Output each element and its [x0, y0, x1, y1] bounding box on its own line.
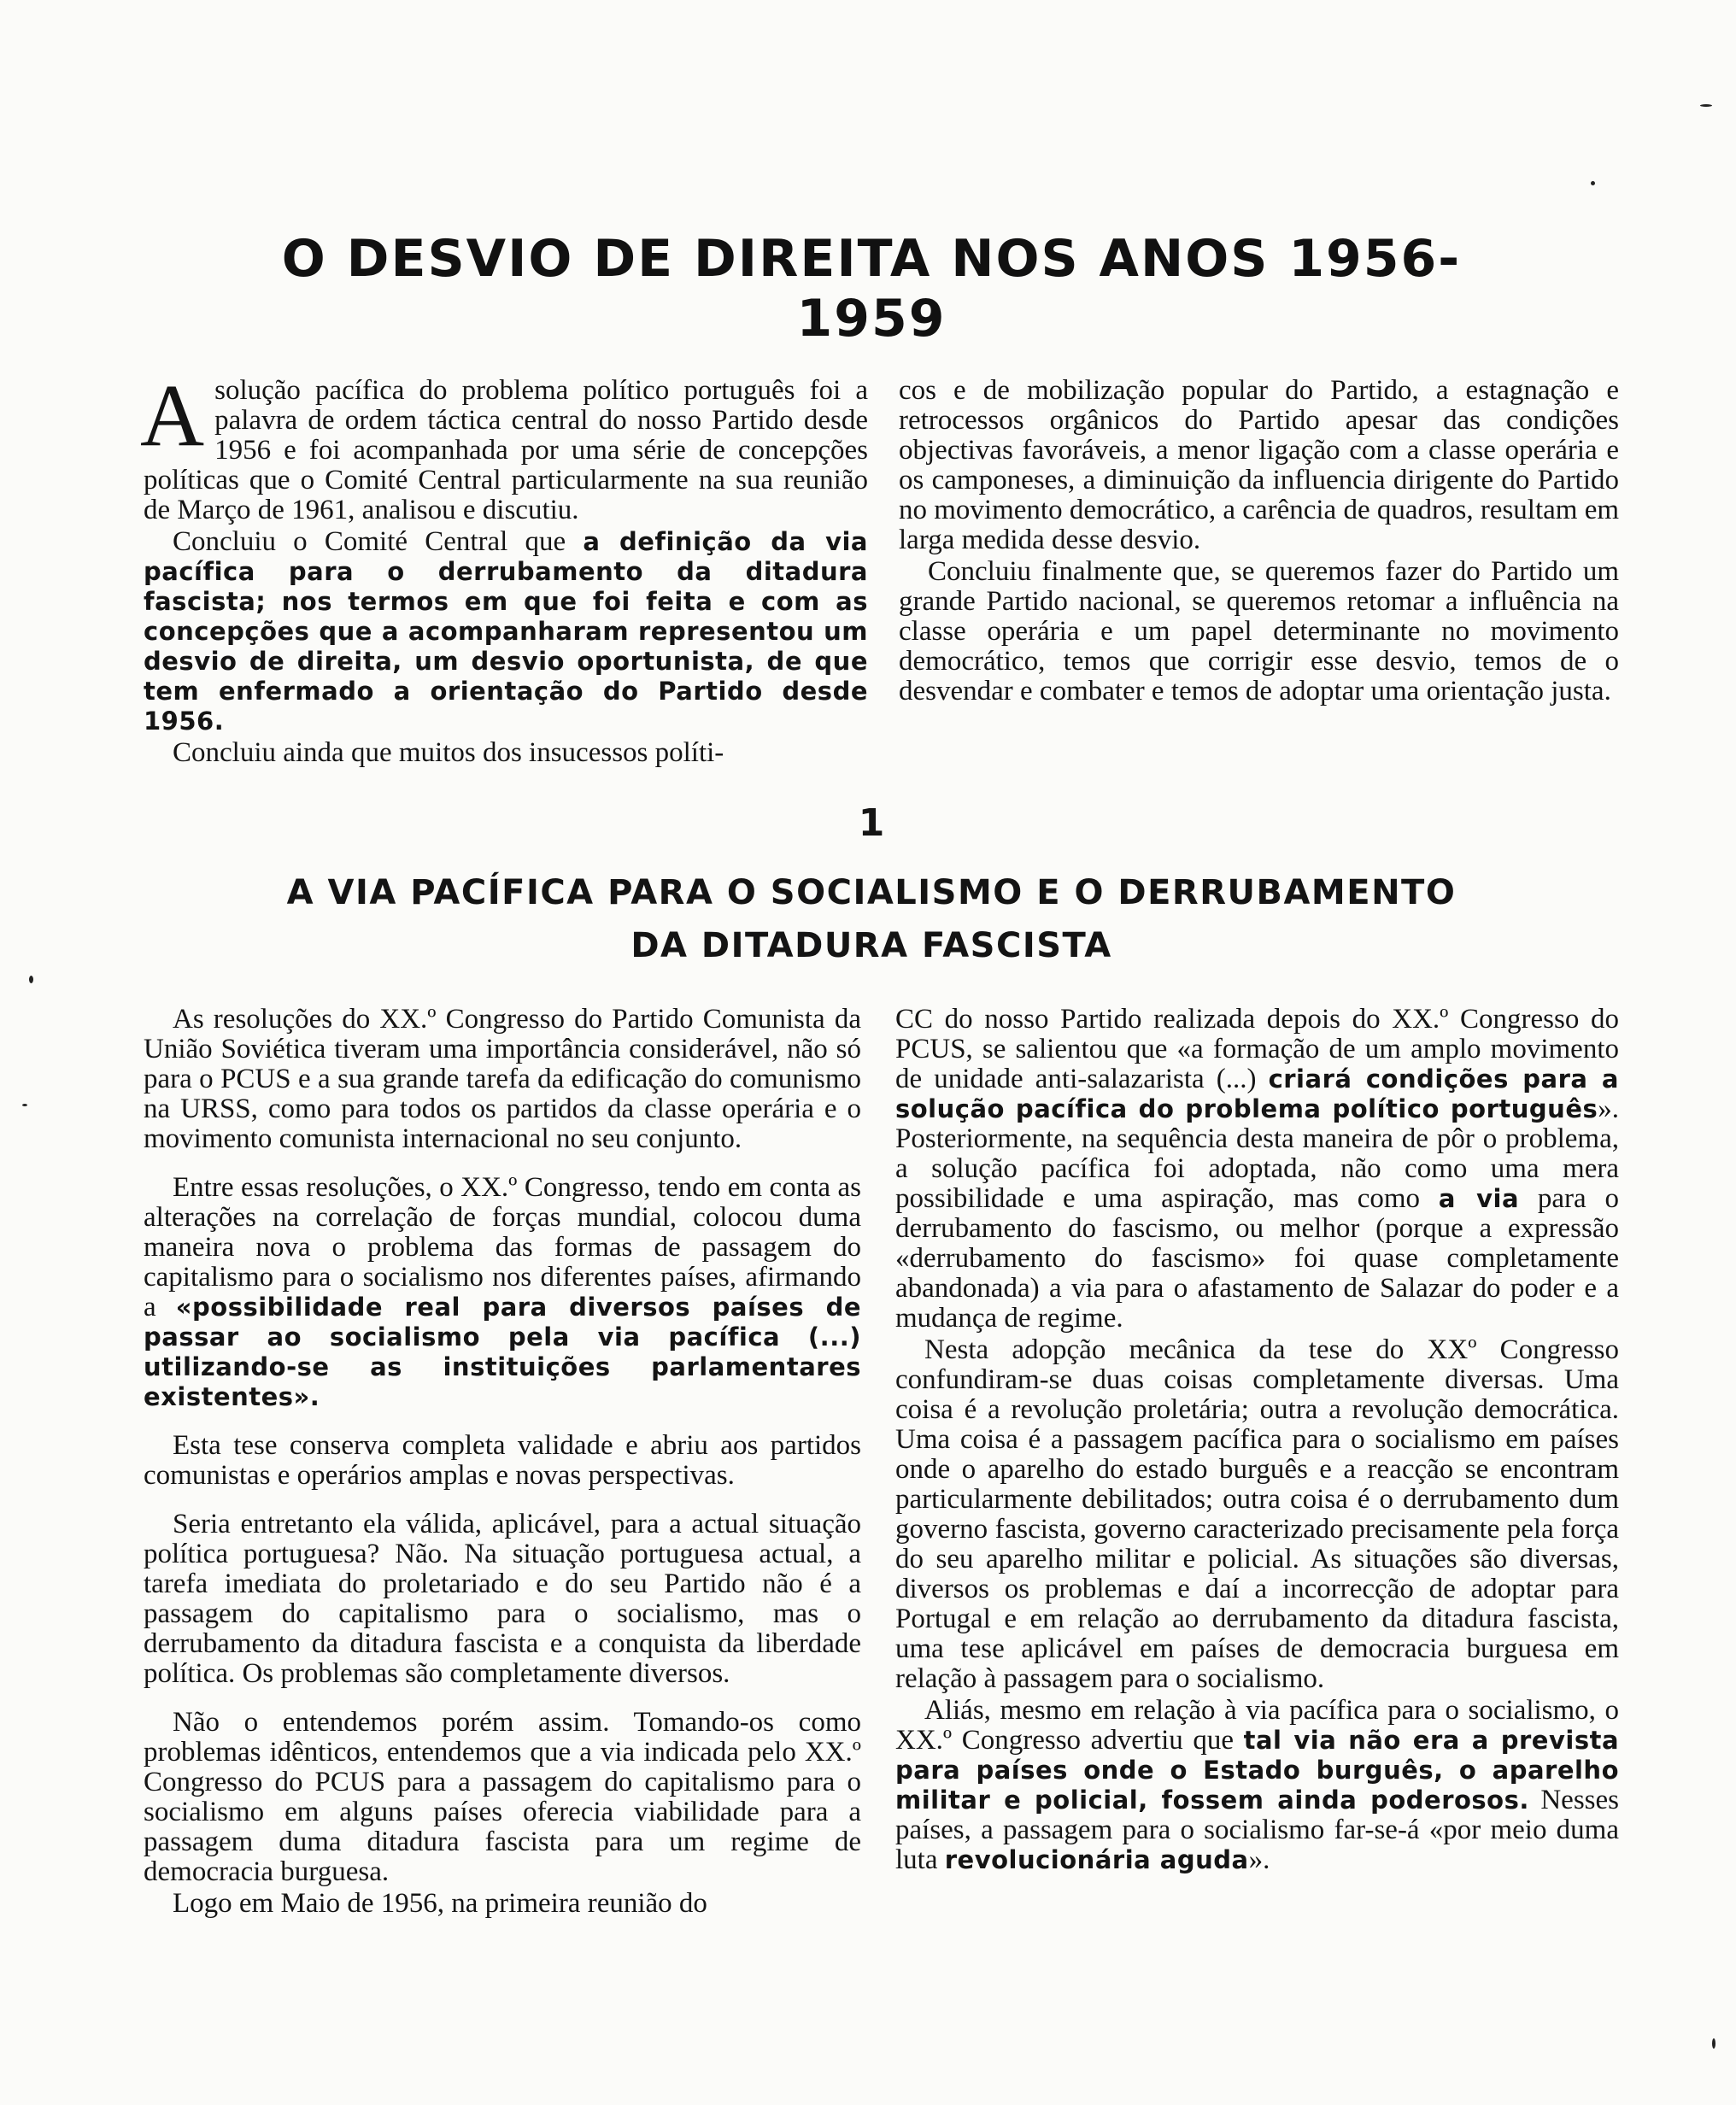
body-paragraph-8: Nesta adopção mecânica da tese do XXº Congresso confundiram-se duas coisas completamente diversas. Uma coisa é a revolução proletária; outra a revolução democrática. Uma coisa é a passagem pacífica para o socialismo em países onde o aparelho do estado burguês e a reacção se encontram particularmente debilitados; outra coisa é o derrubamento dum governo fascista, governo caracterizado precisamente pela força do seu aparelho militar e policial. As situações são diversas, diversos os problemas e daí a incorrecção de adoptar para Portugal e em relação ao derrubamento da ditadura fascista, uma tese aplicável em países de democracia burguesa em relação à passagem para o socialismo. [895, 1334, 1619, 1694]
body-paragraph-2-emphasis: «possibilidade real para diversos países de passar ao socialismo pela via pacífica (...) utilizando-se as instituições parlamentares existentes». [144, 1293, 862, 1411]
intro-paragraph-2-lead: Concluiu o Comité Central que [173, 526, 584, 557]
body-paragraph-7 [895, 1005, 1619, 1334]
intro-paragraph-2-emphasis: a definição da via pacífica para o derrubamento da ditadura fascista; nos termos em que foi feita e com as concepções que a acompanharam representou um desvio de direita, um desvio oportunista, de que tem enfermado a orientação do Partido desde 1956. [144, 527, 868, 736]
body-paragraph-4: Seria entretanto ela válida, aplicável, para a actual situação política portuguesa? Não. Na situação portuguesa actual, a tarefa imediata do proletariado e do seu Partido não é a passagem do capitalismo para o socialismo, mas o derrubamento da ditadura fascista e a conquista da liberdade política. Os problemas são completamente diversos. [144, 1509, 861, 1689]
intro-paragraph-2 [144, 527, 868, 736]
body-paragraph-9-emphasis-1: tal via não era a prevista para países onde o Estado burguês, o aparelho militar e policial, fossem ainda poderosos. [895, 1726, 1620, 1815]
scan-speck [1712, 2038, 1715, 2049]
section-title-line-2: DA DITADURA FASCISTA [630, 926, 1112, 965]
section-title-line-1: A VIA PACÍFICA PARA O SOCIALISMO E O DERRUBAMENTO [286, 873, 1457, 912]
drop-cap: A [140, 366, 205, 465]
body-paragraph-9 [895, 1696, 1619, 1875]
body-column-left [144, 1005, 861, 1919]
body-column-right [895, 1005, 1619, 1875]
intro-column-left [140, 366, 868, 768]
body-paragraph-7-a: CC do nosso Partido realizada depois do XX.º Congresso do PCUS, se salientou que «a formação de um amplo movimento de unidade anti-salazarista (...) [895, 1004, 1619, 1094]
body-paragraph-9-a: Aliás, mesmo em relação à via pacífica para o socialismo, o XX.º Congresso advertiu que [895, 1695, 1619, 1756]
scan-speck [29, 976, 33, 983]
body-paragraph-9-e: ». [1248, 1844, 1270, 1875]
body-paragraph-2 [144, 1173, 861, 1412]
body-paragraph-2-lead: Entre essas resoluções, o XX.º Congresso, tendo em conta as alterações na correlação de forças mundial, colocou duma maneira nova o problema das formas de passagem do capitalismo para o socialismo nos diferentes países, afirmando a [144, 1172, 861, 1322]
body-paragraph-7-e: para o derrubamento do fascismo, ou melhor (porque a expressão «derrubamento do fascismo» foi quase completamente abandonada) a via para o afastamento de Salazar do poder e a mudança de regime. [895, 1183, 1619, 1334]
page-title: O DESVIO DE DIREITA NOS ANOS 1956-1959 [281, 229, 1462, 349]
body-paragraph-7-emphasis-2: a via [1438, 1184, 1520, 1213]
body-paragraph-1: As resoluções do XX.º Congresso do Partido Comunista da União Soviética tiveram uma importância considerável, não só para o PCUS e a sua grande tarefa da edificação do comunismo na URSS, como para todos os partidos da classe operária e o movimento comunista internacional no seu conjunto. [144, 1004, 861, 1154]
intro-paragraph-3: Concluiu ainda que muitos dos insucessos políti- [173, 737, 724, 768]
scan-speck [1591, 181, 1595, 185]
intro-paragraph-4: cos e de mobilização popular do Partido, a estagnação e retrocessos orgânicos do Partido apesar das condições objectivas favoráveis, a menor ligação com a classe operária e os camponeses, a diminuição da influencia dirigente do Partido no movimento democrático, a carência de quadros, resultam em larga medida desse desvio. [899, 375, 1620, 555]
intro-paragraph-5: Concluiu finalmente que, se queremos fazer do Partido um grande Partido nacional, se queremos retomar a influência na classe operária e um papel determinante no movimento democrático, temos que corrigir esse desvio, temos de o desvendar e combater e temos de adoptar uma orientação justa. [899, 556, 1619, 707]
body-paragraph-3: Esta tese conserva completa validade e abriu aos partidos comunistas e operários amplas e novas perspectivas. [144, 1430, 861, 1491]
intro-column-right [899, 376, 1619, 707]
body-paragraph-9-c: Nesses países, a passagem para o socialismo far-se-á «por meio duma luta [895, 1785, 1619, 1875]
body-paragraph-5: Não o entendemos porém assim. Tomando-os como problemas idênticos, entendemos que a via indicada pelo XX.º Congresso do PCUS para a passagem do capitalismo para o socialismo em alguns países oferecia viabilidade para a passagem duma ditadura fascista para um regime de democracia burguesa. [144, 1707, 861, 1887]
intro-paragraph-1-text: solução pacífica do problema político português foi a palavra de ordem táctica central do nosso Partido desde 1956 e foi acompanhada por uma série de concepções políticas que o Comité Central particularmente na sua reunião de Março de 1961, analisou e discutiu. [144, 375, 868, 525]
body-paragraph-7-c: ». Posteriormente, na sequência desta maneira de pôr o problema, a solução pacífica foi adoptada, não como uma mera possibilidade e uma aspiração, mas como [895, 1094, 1619, 1214]
intro-paragraph-1 [140, 366, 868, 525]
body-paragraph-7-emphasis-1: criará condições para a solução pacífica do problema político português [895, 1064, 1619, 1123]
scan-speck [1700, 104, 1712, 107]
scan-speck [22, 1104, 27, 1106]
body-paragraph-6: Logo em Maio de 1956, na primeira reunião do [173, 1888, 707, 1919]
section-number: 1 [858, 801, 885, 845]
body-paragraph-9-emphasis-2: revolucionária aguda [944, 1845, 1249, 1874]
